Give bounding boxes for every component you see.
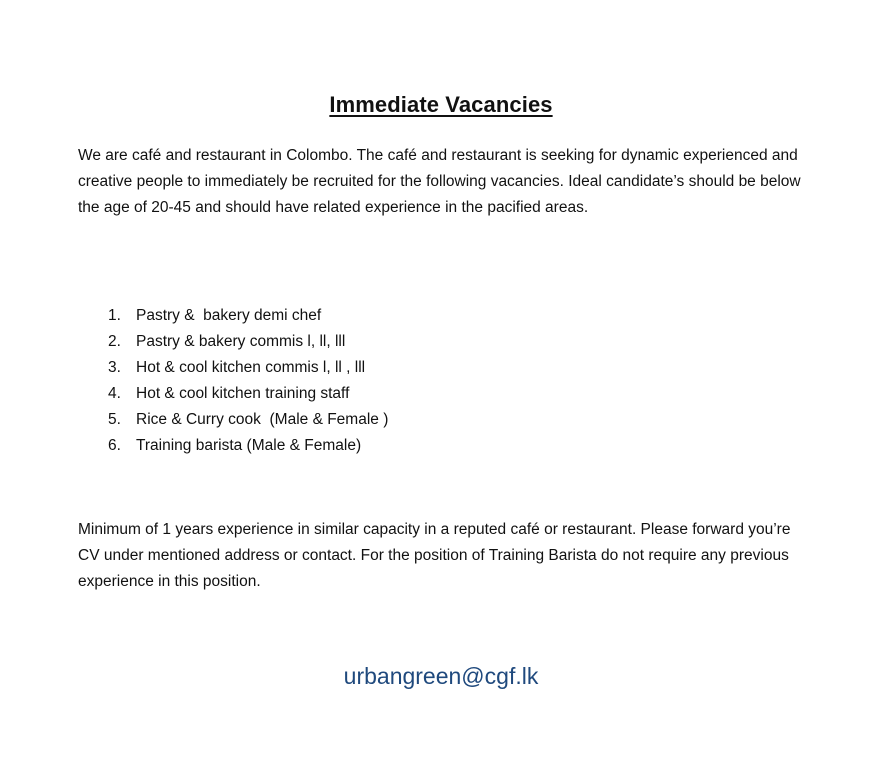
vacancy-item: [108, 407, 388, 433]
vacancy-list: [108, 303, 388, 459]
vacancy-item: [108, 433, 388, 459]
vacancy-number: 4.: [108, 385, 121, 402]
vacancy-label: Pastry & bakery demi chef: [136, 307, 322, 324]
intro-paragraph: We are café and restaurant in Colombo. The café and restaurant is seeking for dynamic experienced and creative people to immediately be recruited for the following vacancies. Ideal candidate’s should be below the age of 20-45 and should have related experience in the pacified areas.: [78, 147, 801, 216]
vacancy-item: [108, 381, 388, 407]
vacancy-item: [108, 355, 388, 381]
vacancy-label: Hot & cool kitchen training staff: [136, 385, 350, 402]
vacancy-label: Hot & cool kitchen commis l, ll , lll: [136, 359, 366, 376]
vacancy-number: 3.: [108, 359, 121, 376]
vacancy-label: Training barista (Male & Female): [136, 437, 362, 454]
vacancy-number: 1.: [108, 307, 121, 324]
vacancy-number: 2.: [108, 333, 121, 350]
vacancy-item: [108, 329, 388, 355]
vacancy-label: Rice & Curry cook (Male & Female ): [136, 411, 389, 428]
vacancy-number: 6.: [108, 437, 121, 454]
vacancy-number: 5.: [108, 411, 121, 428]
vacancy-label: Pastry & bakery commis l, ll, lll: [136, 333, 346, 350]
closing-paragraph: Minimum of 1 years experience in similar capacity in a reputed café or restaurant. Please forward you’re CV under mentioned address or contact. For the position of Training Barista do not require any previous experience in this position.: [78, 521, 791, 590]
vacancy-item: [108, 303, 388, 329]
page-title: Immediate Vacancies: [329, 92, 553, 117]
contact-email[interactable]: urbangreen@cgf.lk: [343, 663, 539, 689]
